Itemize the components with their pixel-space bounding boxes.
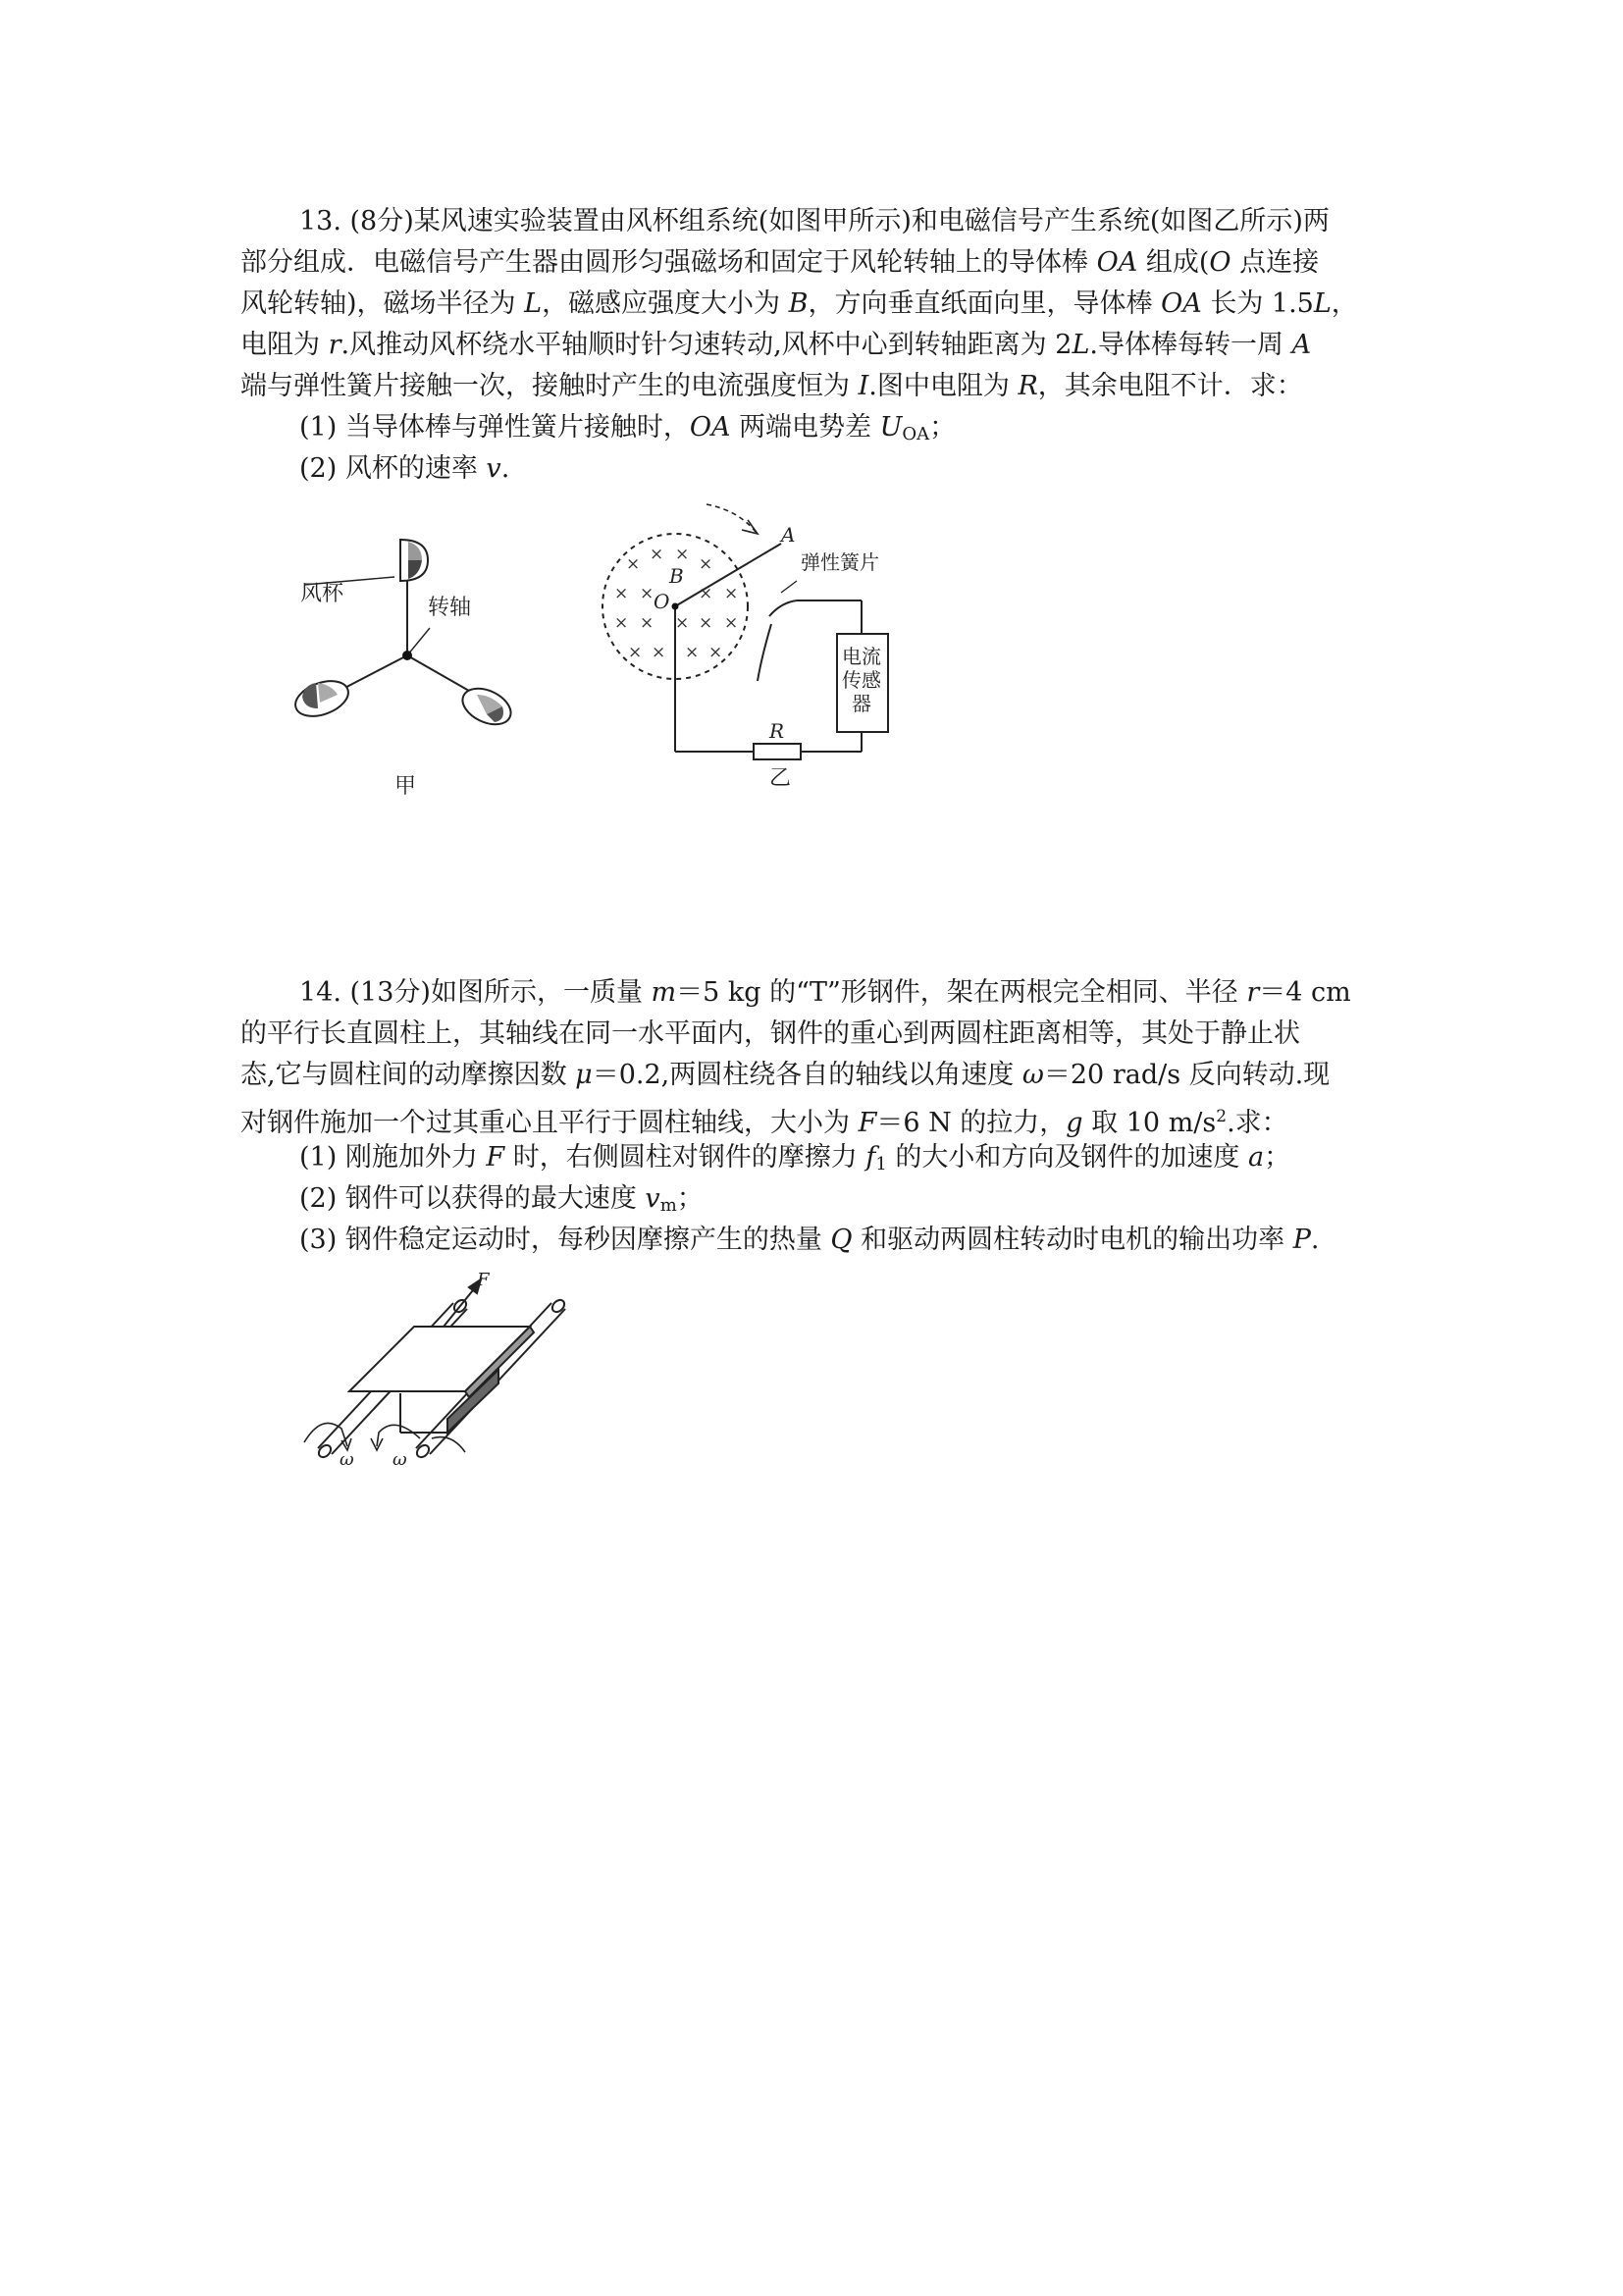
right-cylinder-end <box>415 1443 432 1460</box>
svg-text:×: × <box>685 643 700 662</box>
q13-line-3: 风轮转轴)，磁场半径为 L，磁感应强度大小为 B，方向垂直纸面向里，导体棒 OA 长为 1.5L， <box>240 288 1358 319</box>
svg-text:×: × <box>708 643 723 662</box>
q14-subquestion-1: (1) 刚施加外力 F 时，右侧圆柱对钢件的摩擦力 $f_1$ 的大小和方向及钢件的加速度 a； <box>299 1142 1291 1174</box>
left-cylinder-end <box>317 1443 334 1460</box>
sensor-label-2: 传感 <box>842 668 881 692</box>
label-wind-cup: 风杯 <box>300 582 344 606</box>
label-omega-left: ω <box>340 1449 354 1470</box>
axis-point <box>402 651 412 660</box>
label-axis: 转轴 <box>428 596 472 620</box>
q14-line-1: 14. (13分)如图所示，一质量 m＝5 kg 的“T”形钢件，架在两根完全相同、半径 r＝4 cm <box>299 977 1351 1008</box>
svg-text:×: × <box>699 554 713 574</box>
svg-text:×: × <box>699 584 713 603</box>
svg-text:×: × <box>614 613 629 633</box>
caption-jia: 甲 <box>394 774 417 799</box>
q13-subquestion-2: (2) 风杯的速率 v. <box>299 453 510 484</box>
q13-line-1: 13. (8分)某风速实验装置由风杯组系统(如图甲所示)和电磁信号产生系统(如图乙所示)两 <box>299 206 1330 236</box>
svg-text:×: × <box>699 613 713 633</box>
q14-subquestion-2: (2) 钢件可以获得的最大速度 $v_m$； <box>299 1183 704 1216</box>
q13-number: 13. (8分) <box>299 206 414 236</box>
q13-line-2: 部分组成．电磁信号产生器由圆形匀强磁场和固定于风轮转轴上的导体棒 OA 组成(O 点连接 <box>240 247 1320 278</box>
figure-yi-circuit <box>589 491 942 805</box>
q13-subquestion-1: (1) 当导体棒与弹性簧片接触时，OA 两端电势差 $U_{OA}$； <box>299 412 957 444</box>
q14-line-4: 对钢件施加一个过其重心且平行于圆柱轴线，大小为 F＝6 N 的拉力，g 取 10 $m/s^2$.求： <box>240 1107 1288 1138</box>
label-omega-right: ω <box>393 1449 407 1470</box>
label-R: R <box>769 719 785 743</box>
sensor-label-3: 器 <box>852 692 871 715</box>
figure-t-steel-cylinders <box>285 1266 618 1482</box>
figure-jia-wind-cups <box>285 530 540 805</box>
svg-text:×: × <box>628 643 643 662</box>
resistor-R <box>754 744 801 759</box>
sensor-label-1: 电流 <box>842 645 881 668</box>
label-O: O <box>654 590 670 613</box>
svg-text:×: × <box>640 584 654 603</box>
svg-text:×: × <box>652 643 666 662</box>
svg-text:×: × <box>640 613 654 633</box>
q13-line-4: 电阻为 r.风推动风杯绕水平轴顺时针匀速转动,风杯中心到转轴距离为 2L.导体棒每转一周 A <box>240 330 1312 360</box>
q14-line-3: 态,它与圆柱间的动摩擦因数 μ＝0.2,两圆柱绕各自的轴线以角速度 ω＝20 rad/s 反向转动.现 <box>240 1060 1331 1090</box>
caption-yi: 乙 <box>769 766 792 791</box>
label-A: A <box>781 523 796 547</box>
q13-line-5: 端与弹性簧片接触一次，接触时产生的电流强度恒为 I.图中电阻为 R，其余电阻不计．求： <box>240 371 1303 401</box>
svg-text:×: × <box>675 613 690 633</box>
svg-text:×: × <box>724 613 739 633</box>
label-F: F <box>477 1270 490 1290</box>
label-spring: 弹性簧片 <box>801 550 879 574</box>
q14-line-2: 的平行长直圆柱上，其轴线在同一水平面内，钢件的重心到两圆柱距离相等，其处于静止状 <box>240 1018 1300 1049</box>
svg-text:×: × <box>650 545 664 564</box>
svg-text:×: × <box>614 584 629 603</box>
q14-subquestion-3: (3) 钢件稳定运动时，每秒因摩擦产生的热量 Q 和驱动两圆柱转动时电机的输出功率 P. <box>299 1225 1320 1255</box>
svg-text:×: × <box>724 584 739 603</box>
svg-text:×: × <box>675 545 690 564</box>
svg-text:×: × <box>626 554 641 574</box>
q14-number: 14. (13分) <box>299 977 431 1008</box>
elastic-spring-plate <box>769 600 797 616</box>
label-B: B <box>669 564 684 588</box>
